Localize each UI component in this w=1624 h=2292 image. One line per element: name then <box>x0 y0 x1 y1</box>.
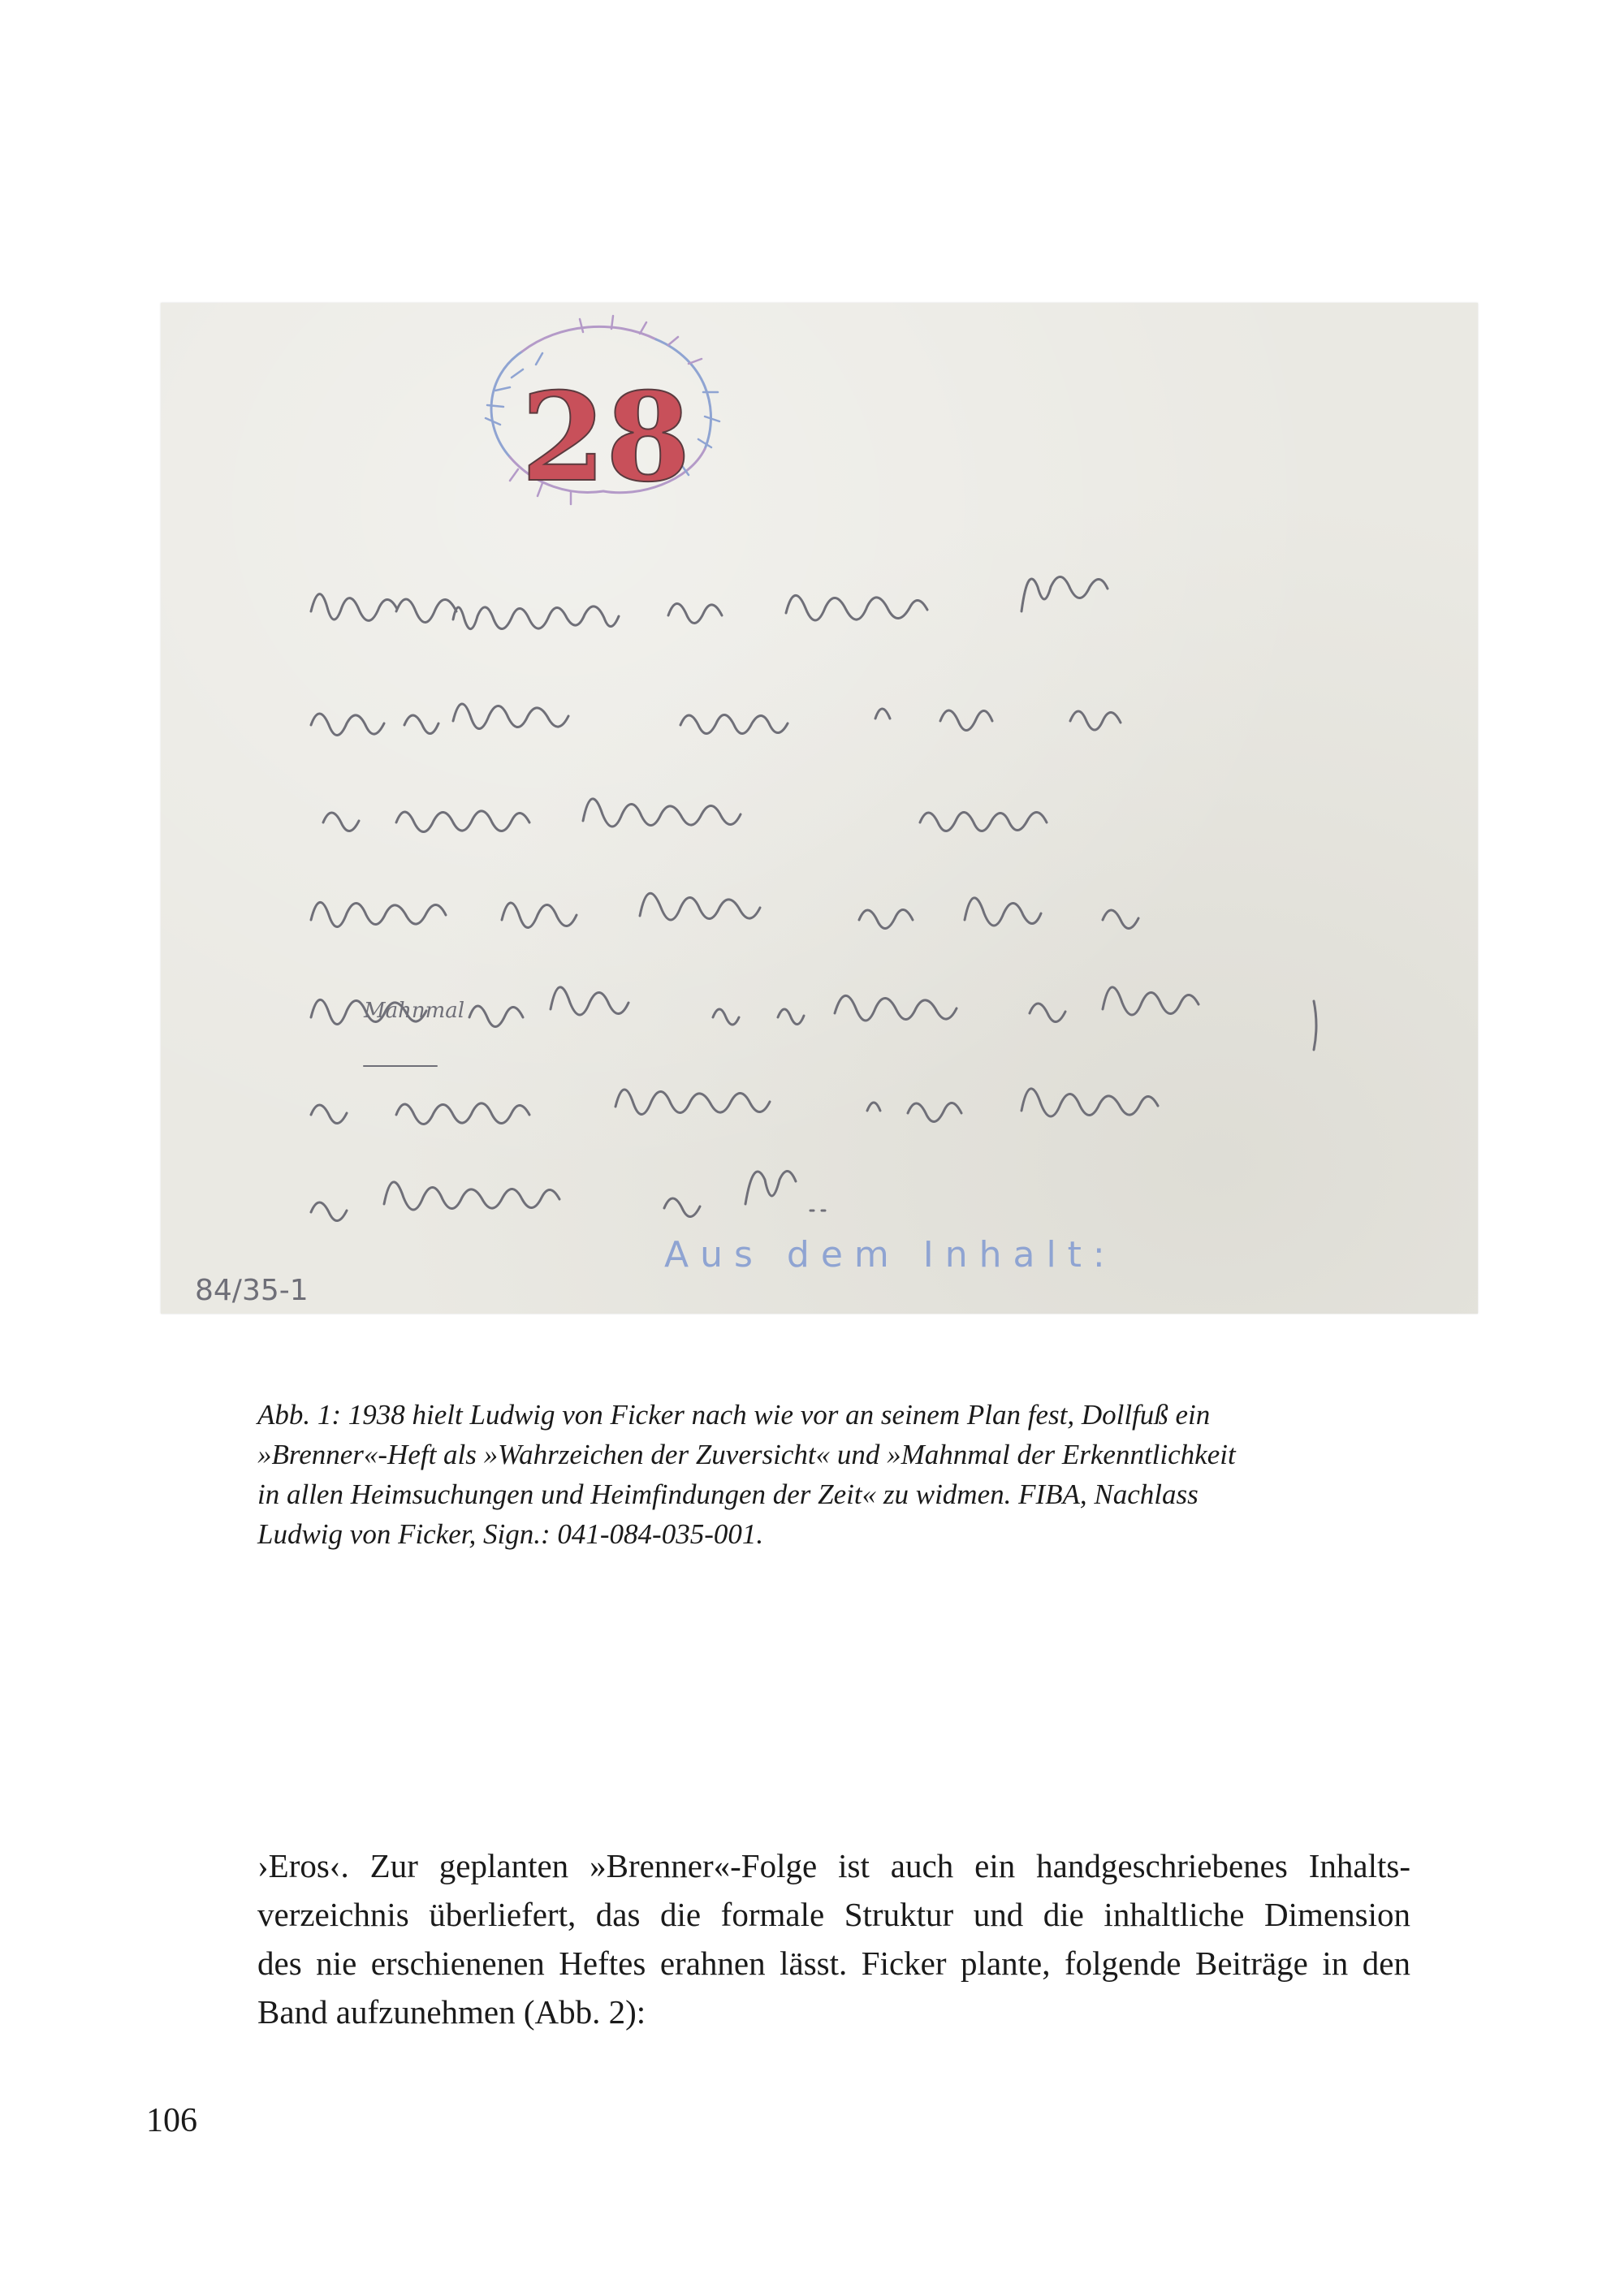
body-line: Band aufzunehmen (Abb. 2): <box>257 1993 646 2031</box>
manuscript-drawing <box>161 303 1478 1314</box>
caption-line: »Brenner«-Heft als »Wahrzeichen der Zuversicht« und »Mahnmal der Erkenntlichkeit <box>257 1439 1236 1470</box>
handwritten-text <box>311 576 1316 1220</box>
annotation-blue: Aus dem Inhalt: <box>664 1234 1116 1275</box>
caption-line: in allen Heimsuchungen und Heimfindungen der Zeit« zu widmen. FIBA, Nachlass <box>257 1478 1199 1510</box>
card-number: 28 <box>520 366 691 509</box>
page-number: 106 <box>146 2102 197 2139</box>
body-line: verzeichnis überliefert, das die formale Struktur und die inhaltliche Dimension <box>257 1896 1410 1933</box>
manuscript-scan <box>161 303 1478 1314</box>
body-line: des nie erschienenen Heftes erahnen lässt. Ficker plante, folgende Beiträge in den <box>257 1945 1410 1982</box>
archive-signature: 84/35-1 <box>195 1274 309 1307</box>
caption-line: Abb. 1: 1938 hielt Ludwig von Ficker nach wie vor an seinem Plan fest, Dollfuß ein <box>257 1399 1211 1431</box>
body-line: ›Eros‹. Zur geplanten »Brenner«-Folge ist auch ein handgeschriebenes Inhalts- <box>257 1847 1410 1884</box>
body-paragraph <box>257 1841 1410 2036</box>
caption-line: Ludwig von Ficker, Sign.: 041-084-035-001. <box>257 1518 764 1550</box>
figure-caption <box>257 1395 1410 1554</box>
insertion-note: Mahnmal <box>364 999 465 1023</box>
